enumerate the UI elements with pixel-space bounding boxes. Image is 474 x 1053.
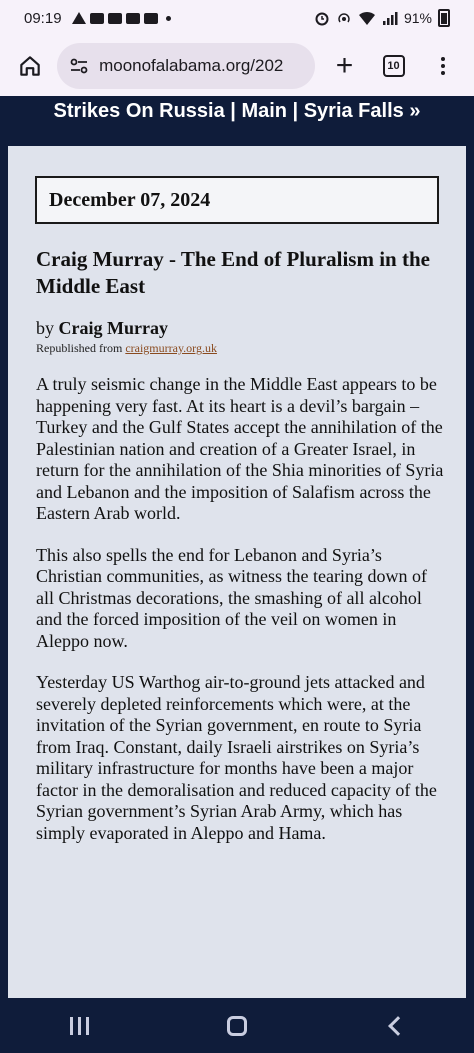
article-panel [8, 146, 466, 998]
youtube-icon [144, 13, 158, 24]
hotspot-icon [336, 10, 352, 26]
browser-toolbar [0, 36, 474, 96]
recents-button[interactable] [49, 1006, 109, 1046]
menu-button[interactable] [423, 46, 462, 86]
status-left [24, 10, 171, 27]
new-tab-button[interactable] [325, 46, 364, 86]
system-nav-bar [0, 998, 474, 1053]
nav-links[interactable]: Strikes On Russia | Main | Syria Falls » [53, 100, 421, 122]
back-button[interactable] [365, 1006, 425, 1046]
alarm-icon [314, 10, 330, 26]
status-right [314, 9, 450, 27]
status-time: 09:19 [24, 9, 62, 27]
more-notifications-icon [166, 16, 171, 21]
url-text: moonofalabama.org/202 [99, 56, 284, 75]
tabs-icon: 10 [383, 55, 405, 77]
signal-icon [382, 10, 398, 26]
plus-icon: + [335, 49, 354, 82]
address-bar[interactable] [57, 43, 315, 89]
warning-icon [72, 12, 86, 24]
system-home-icon [227, 1016, 247, 1036]
youtube-icon [126, 13, 140, 24]
tab-switcher-button[interactable] [374, 46, 413, 86]
republished-label: Republished from [36, 341, 123, 355]
post-title: Craig Murray - The End of Pluralism in the Middle East [36, 247, 430, 298]
author-name: Craig Murray [58, 318, 168, 338]
kebab-menu-icon [441, 57, 445, 75]
home-icon [17, 53, 43, 79]
notification-icons [72, 12, 171, 24]
battery-icon [438, 9, 450, 27]
republished-note [36, 341, 217, 356]
youtube-icon [108, 13, 122, 24]
tune-icon[interactable] [69, 56, 89, 76]
recents-icon [70, 1017, 89, 1035]
back-icon [388, 1016, 408, 1036]
article-paragraph: Yesterday US Warthog air-to-ground jets attacked and severely depleted reinforcements which were, at the invitation of the Syrian government, en route to Syria from Iraq. Constant, daily Israeli airstrikes on Syria’s military infrastructure for months have been a major factor in the demoralisation and reduced capacity of the Syrian government’s Syrian Arab Army, which has simply evaporated in Aleppo and Hama. [36, 672, 437, 843]
article-body [36, 374, 446, 864]
battery-percent: 91% [403, 10, 432, 26]
status-bar [0, 0, 474, 36]
byline [36, 318, 168, 339]
home-button[interactable] [12, 48, 47, 84]
article-paragraph: This also spells the end for Lebanon and Syria’s Christian communities, as witness the tearing down of all Christmas decorations, the smashing of all alcohol and the forced imposition of the veil on women in Aleppo now. [36, 544, 427, 651]
post-date: December 07, 2024 [35, 176, 439, 224]
youtube-icon [90, 13, 104, 24]
republished-source-link[interactable]: craigmurray.org.uk [125, 341, 217, 355]
system-home-button[interactable] [207, 1006, 267, 1046]
wifi-icon [358, 10, 376, 26]
site-nav [0, 96, 474, 146]
byline-prefix: by [36, 318, 54, 338]
article-paragraph: A truly seismic change in the Middle East appears to be happening very fast. At its heart is a devil’s bargain – Turkey and the Gulf States accept the annihilation of the Palestinian nation and creation of a Greater Israel, in return for the annihilation of the Shia minorities of Syria and Lebanon and the imposition of Salafism across the Eastern Arab world. [36, 374, 444, 523]
